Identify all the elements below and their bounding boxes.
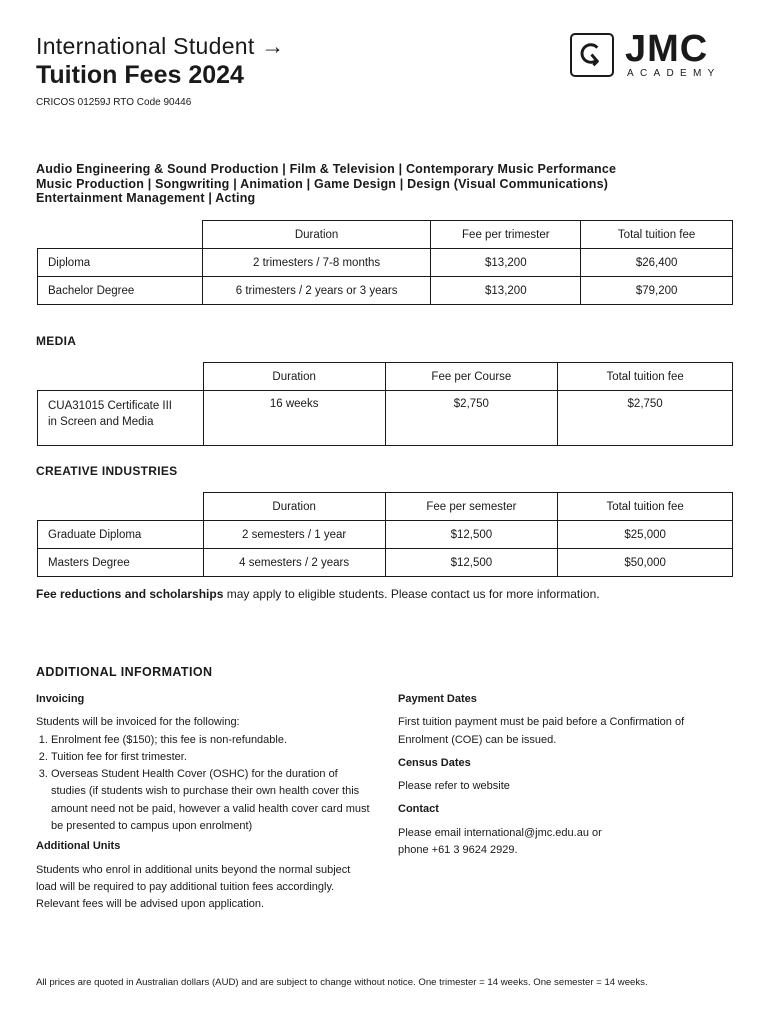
duration-cell: 6 trimesters / 2 years or 3 years [202,277,431,305]
table-header-row [38,363,733,391]
table-row [38,249,733,277]
section-title-additional-info: ADDITIONAL INFORMATION [36,665,213,679]
table-row [38,549,733,577]
course-name-line: in Screen and Media [48,416,154,428]
header-empty-cell [38,363,204,391]
list-item: 2. Tuition fee for first trimester. [51,749,371,766]
creative-fee-table [37,492,733,577]
scholarship-note-bold: Fee reductions and scholarships [36,587,224,601]
media-fee-table [37,362,733,446]
tuition-fee-table [37,220,733,305]
logo-subtext: ACADEMY [627,68,721,79]
cricos-code: CRICOS 01259J RTO Code 90446 [36,97,192,108]
fee-cell: $2,750 [385,391,558,446]
fee-cell: $13,200 [431,277,581,305]
fee-cell: $13,200 [431,249,581,277]
additional-info-right-column [398,691,728,859]
table-row [38,521,733,549]
course-name [38,391,204,446]
column-header: Total tuition fee [558,363,733,391]
list-item: 1. Enrolment fee ($150); this fee is non-refundable. [51,732,371,749]
table-row [38,391,733,446]
section-title-creative-industries: CREATIVE INDUSTRIES [36,464,178,478]
duration-cell: 4 semesters / 2 years [203,549,385,577]
duration-cell: 2 semesters / 1 year [203,521,385,549]
title-line-1: International Student → [36,33,285,59]
fee-cell: $12,500 [385,549,558,577]
header-empty-cell [38,221,203,249]
column-header: Fee per trimester [431,221,581,249]
course-name: Masters Degree [38,549,204,577]
table-header-row [38,493,733,521]
fee-cell: $12,500 [385,521,558,549]
table-row [38,277,733,305]
duration-cell: 2 trimesters / 7-8 months [202,249,431,277]
contact-email: Please email international@jmc.edu.au or [398,826,602,839]
invoicing-intro: Students will be invoiced for the following: [36,716,240,729]
course-name-line: CUA31015 Certificate III [48,400,173,412]
table-header-row [38,221,733,249]
section-title-media: MEDIA [36,334,77,348]
duration-cell: 16 weeks [203,391,385,446]
header-empty-cell [38,493,204,521]
column-header: Duration [203,363,385,391]
column-header: Total tuition fee [581,221,733,249]
additional-info-left-column [36,691,371,914]
logo-emblem-icon [570,33,614,77]
total-fee-cell: $79,200 [581,277,733,305]
footer-disclaimer: All prices are quoted in Australian dollars (AUD) and are subject to change without notice. One trimester = 14 weeks. One semester = 14 weeks. [36,977,648,988]
list-item: 3. Overseas Student Health Cover (OSHC) for the duration of studies (if students wish to purchase their own health cover this amount need not be paid, however a valid health cover card must be presented to campus upon enrolment) [51,766,371,835]
additional-units-heading: Additional Units [36,840,121,853]
total-fee-cell: $25,000 [558,521,733,549]
program-line: Music Production | Songwriting | Animation | Game Design | Design (Visual Communications) [36,176,609,191]
column-header: Total tuition fee [558,493,733,521]
logo-text: JMC [625,28,709,70]
program-line: Audio Engineering & Sound Production | Film & Television | Contemporary Music Performance [36,162,617,176]
column-header: Fee per Course [385,363,558,391]
invoicing-heading: Invoicing [36,693,85,705]
total-fee-cell: $2,750 [558,391,733,446]
scholarship-note-text: may apply to eligible students. Please contact us for more information. [223,587,600,601]
contact-heading: Contact [398,803,439,816]
census-dates-heading: Census Dates [398,756,471,769]
program-line: Entertainment Management | Acting [36,191,256,205]
course-name: Bachelor Degree [38,277,203,305]
total-fee-cell: $50,000 [558,549,733,577]
payment-dates-heading: Payment Dates [398,693,477,705]
course-name: Graduate Diploma [38,521,204,549]
course-name: Diploma [38,249,203,277]
total-fee-cell: $26,400 [581,249,733,277]
column-header: Fee per semester [385,493,558,521]
census-dates-text: Please refer to website [398,780,510,793]
invoicing-list [36,732,371,836]
jmc-logo [570,28,735,80]
column-header: Duration [202,221,431,249]
page-title: Tuition Fees 2024 [36,61,244,89]
payment-dates-text: First tuition payment must be paid before a Confirmation of Enrolment (COE) can be issued. [398,716,685,746]
column-header: Duration [203,493,385,521]
contact-phone: phone +61 3 9624 2929. [398,844,518,857]
program-list [36,162,736,206]
additional-units-text: Students who enrol in additional units beyond the normal subject load will be required to pay additional tuition fees accordingly. Relevant fees will be advised upon application. [36,863,351,911]
scholarship-note [36,587,600,601]
